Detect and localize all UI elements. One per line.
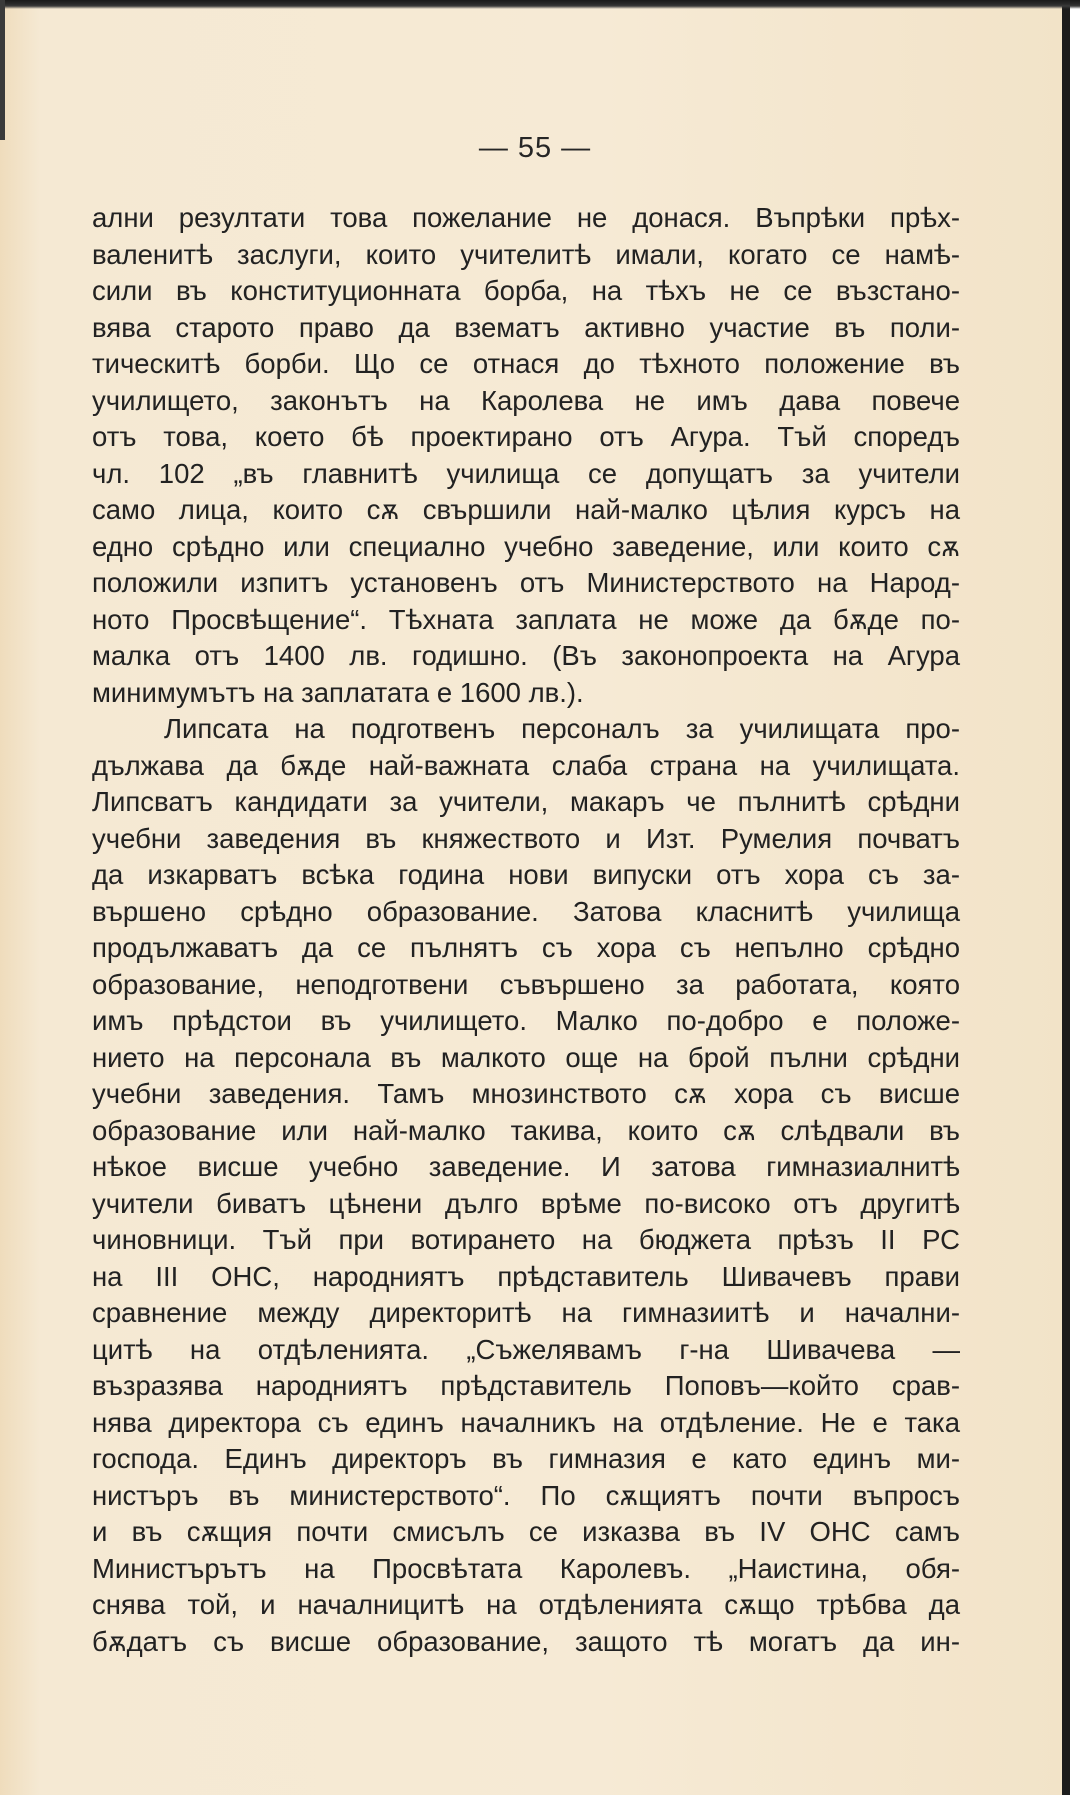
paragraph-1 <box>92 200 960 711</box>
text-line: само лица, които сѫ свършили най-малко цѣлия курсъ на <box>92 494 960 525</box>
text-line: възразява народниятъ прѣдставитель Поповъ—който срав- <box>92 1370 960 1401</box>
text-line: сравнение между директоритѣ на гимназиитѣ и начални- <box>92 1297 960 1328</box>
text-line: чиновници. Тъй при вотирането на бюджета прѣзъ II РС <box>92 1224 960 1255</box>
text-line: продължаватъ да се пълнятъ съ хора съ непълно срѣдно <box>92 932 960 963</box>
text-line: да изкарватъ всѣка година нови випуски отъ хора съ за- <box>92 859 960 890</box>
text-line: нието на персонала въ малкото още на брой пълни срѣдни <box>92 1041 960 1073</box>
text-line: образование, неподготвени съвършено за работата, която <box>92 968 960 1000</box>
text-line: вява старото право да взематъ активно участие въ поли- <box>92 311 960 343</box>
text-line: Липсата на подготвенъ персоналъ за училищата про- <box>164 713 960 744</box>
text-line: отъ това, което бѣ проектирано отъ Агура. Тъй споредъ <box>92 421 960 452</box>
text-line: дължава да бѫде най-важната слаба страна на училищата. <box>92 749 960 781</box>
scan-top-edge <box>0 0 1080 9</box>
text-line: ални резултати това пожелание не донася. Въпрѣки прѣх- <box>92 202 960 233</box>
scan-left-edge <box>0 0 5 140</box>
text-line: и въ сѫщия почти смисълъ се изказва въ IV ОНС самъ <box>92 1516 960 1547</box>
text-line: нистъръ въ министерството“. По сѫщиятъ почти въпросъ <box>92 1479 960 1511</box>
text-line: снява той, и началницитѣ на отдѣленията сѫщо трѣбва да <box>92 1589 960 1620</box>
text-line: нѣкое висше учебно заведение. И затова гимназиалнитѣ <box>92 1151 960 1182</box>
text-line: малка отъ 1400 лв. годишно. (Въ законопроекта на Агура <box>92 640 960 671</box>
text-line: положили изпитъ установенъ отъ Министерството на Народ- <box>92 567 960 598</box>
text-line: сили въ конституционната борба, на тѣхъ не се възстано- <box>92 275 960 306</box>
text-line: на III ОНС, народниятъ прѣдставитель Шивачевъ прави <box>92 1260 960 1292</box>
text-line: ното Просвѣщение“. Тѣхната заплата не може да бѫде по- <box>92 603 960 635</box>
text-line: валенитѣ заслуги, които учителитѣ имали, когато се намѣ- <box>92 238 960 270</box>
text-line: учебни заведения. Тамъ мнозинството сѫ хора съ висше <box>92 1078 960 1109</box>
text-line: едно срѣдно или специално учебно заведение, или които сѫ <box>92 530 960 562</box>
text-line: минимумътъ на заплатата е 1600 лв.). <box>92 676 584 708</box>
text-line: нява директора съ единъ началникъ на отдѣление. Не е така <box>92 1406 960 1438</box>
body-text <box>92 200 960 1660</box>
text-line: училището, законътъ на Каролева не имъ дава повече <box>92 384 960 416</box>
paragraph-2 <box>92 711 960 1660</box>
text-line: Липсватъ кандидати за учители, макаръ че пълнитѣ срѣдни <box>92 786 960 817</box>
text-line: учебни заведения въ княжеството и Изт. Румелия почватъ <box>92 822 960 854</box>
text-line: вършено срѣдно образование. Затова класнитѣ училища <box>92 895 960 927</box>
text-line: господа. Единъ директоръ въ гимназия е като единъ ми- <box>92 1443 960 1474</box>
text-line: цитѣ на отдѣленията. „Съжелявамъ г-на Шивачева — <box>92 1333 960 1365</box>
text-line: тическитѣ борби. Що се отнася до тѣхното положение въ <box>92 348 960 379</box>
page-number: — 55 — <box>478 132 592 164</box>
text-line: имъ прѣдстои въ училището. Малко по-добро е положе- <box>92 1005 960 1036</box>
text-line: чл. 102 „въ главнитѣ училища се допущатъ за учители <box>92 457 960 489</box>
text-line: учители биватъ цѣнени дълго врѣме по-високо отъ другитѣ <box>92 1187 960 1219</box>
text-line: бѫдатъ съ висше образование, защото тѣ могатъ да ин- <box>92 1625 960 1657</box>
text-line: образование или най-малко такива, които сѫ слѣдвали въ <box>92 1114 960 1146</box>
text-line: Министърътъ на Просвѣтата Каролевъ. „Наистина, обя- <box>92 1552 960 1584</box>
